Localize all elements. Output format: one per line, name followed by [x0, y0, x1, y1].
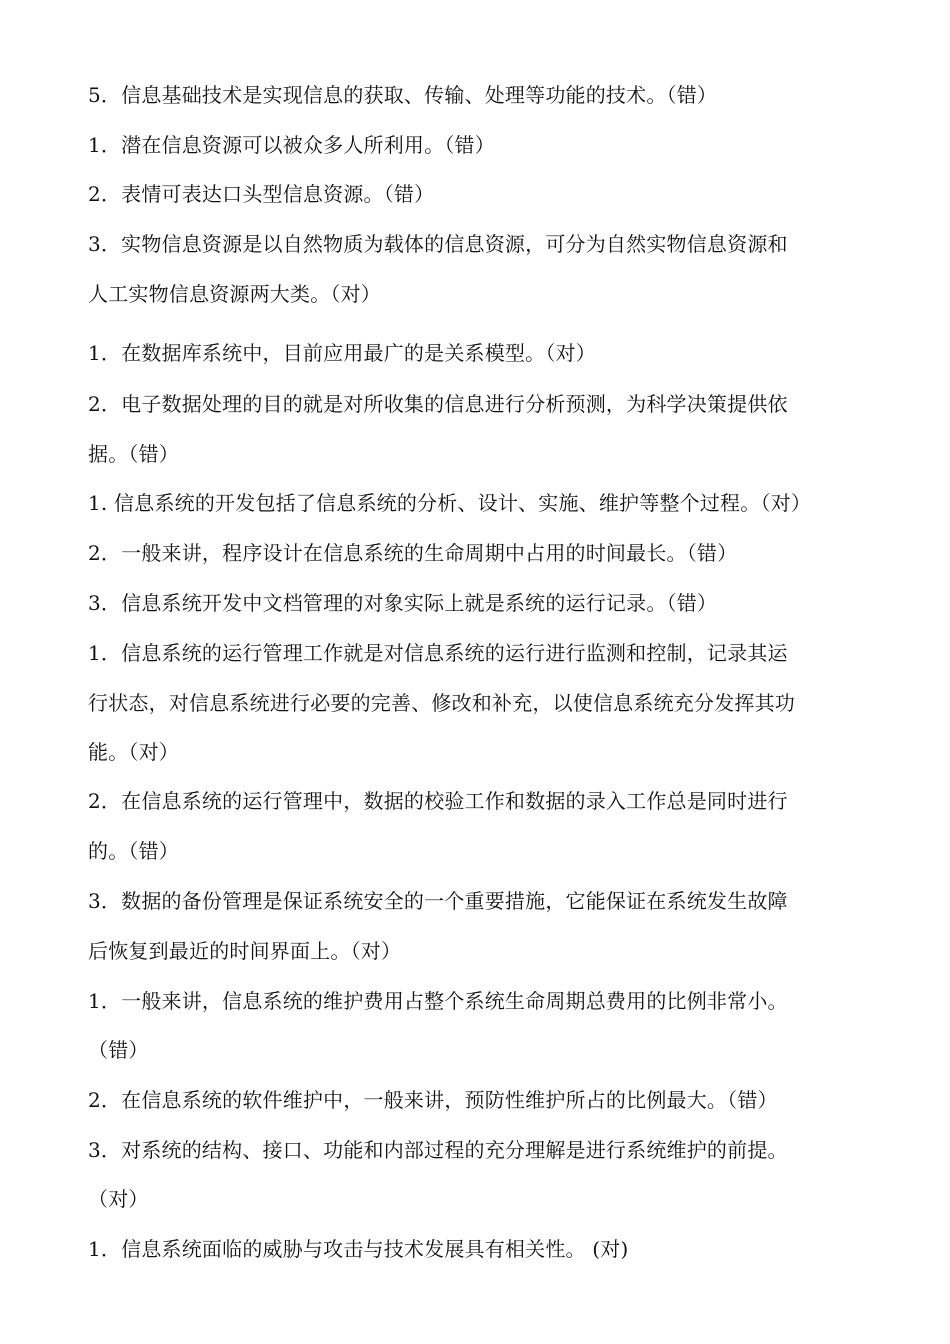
text-line: 5．信息基础技术是实现信息的获取、传输、处理等功能的技术。（错） — [88, 83, 718, 107]
text-line: 能。（对） — [88, 740, 179, 764]
text-line: 人工实物信息资源两大类。（对） — [88, 282, 381, 306]
text-line: 行状态，对信息系统进行必要的完善、修改和补充，以使信息系统充分发挥其功 — [88, 691, 795, 715]
text-line: 的。（错） — [88, 839, 179, 863]
text-line: 1．信息系统面临的威胁与攻击与技术发展具有相关性。 (对) — [88, 1237, 629, 1261]
text-line: 据。（错） — [88, 442, 179, 466]
text-line: 2．电子数据处理的目的就是对所收集的信息进行分析预测，为科学决策提供依 — [88, 392, 788, 416]
text-line: 2．一般来讲，程序设计在信息系统的生命周期中占用的时间最长。（错） — [88, 541, 738, 565]
text-line: 2．在信息系统的运行管理中，数据的校验工作和数据的录入工作总是同时进行 — [88, 789, 788, 813]
text-line: 后恢复到最近的时间界面上。（对） — [88, 939, 402, 963]
text-line: 3．信息系统开发中文档管理的对象实际上就是系统的运行记录。（错） — [88, 591, 718, 615]
text-line: 3．实物信息资源是以自然物质为载体的信息资源，可分为自然实物信息资源和 — [88, 232, 788, 256]
text-line: 1．在数据库系统中，目前应用最广的是关系模型。（对） — [88, 341, 596, 365]
text-line: （对） — [88, 1187, 149, 1211]
text-line: 2．在信息系统的软件维护中，一般来讲，预防性维护所占的比例最大。（错） — [88, 1088, 778, 1112]
text-line: 1. 信息系统的开发包括了信息系统的分析、设计、实施、维护等整个过程。（对） — [88, 491, 812, 515]
text-line: 2．表情可表达口头型信息资源。（错） — [88, 182, 435, 206]
text-line: 1．潜在信息资源可以被众多人所利用。（错） — [88, 133, 495, 157]
text-line: 3．数据的备份管理是保证系统安全的一个重要措施，它能保证在系统发生故障 — [88, 889, 788, 913]
text-line: 3．对系统的结构、接口、功能和内部过程的充分理解是进行系统维护的前提。 — [88, 1138, 788, 1162]
text-line: （错） — [88, 1038, 149, 1062]
text-line: 1．信息系统的运行管理工作就是对信息系统的运行进行监测和控制，记录其运 — [88, 641, 788, 665]
text-line: 1．一般来讲，信息系统的维护费用占整个系统生命周期总费用的比例非常小。 — [88, 989, 788, 1013]
